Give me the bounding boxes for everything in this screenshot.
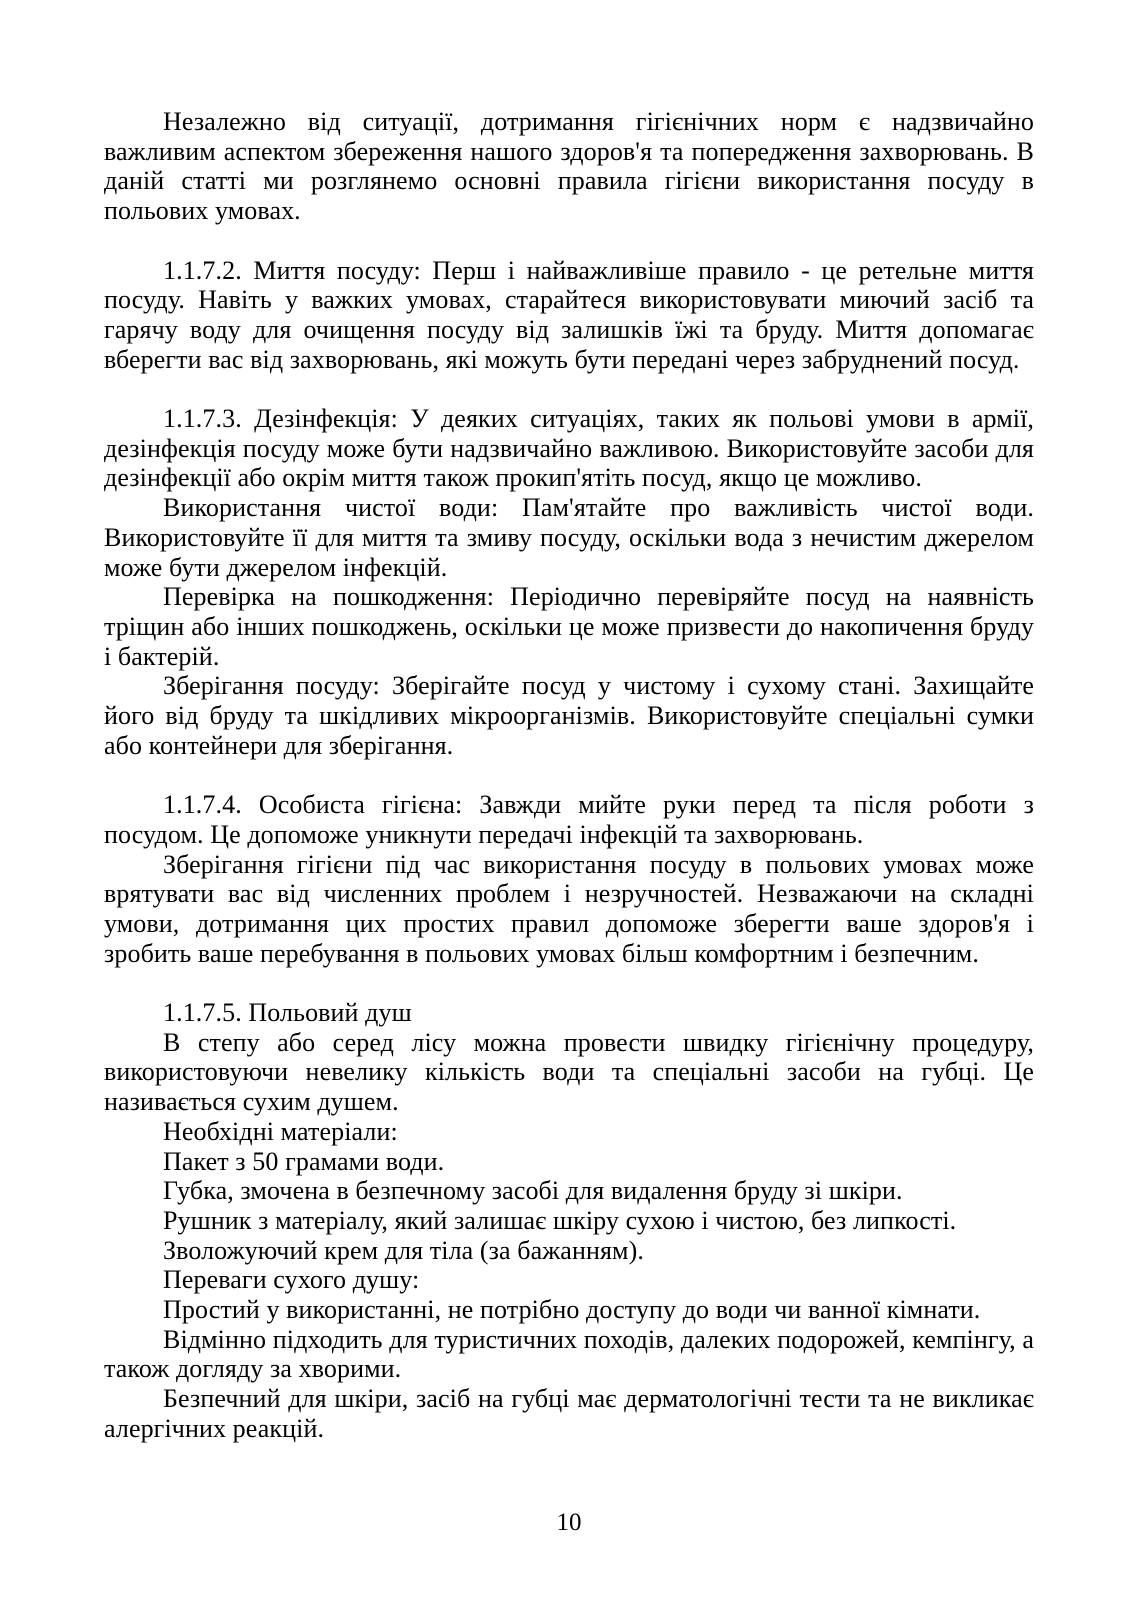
paragraph-clean-water: Використання чистої води: Пам'ятайте про важливість чистої води. Використовуйте її для миття та змиву посуду, оскільки вода з нечистим джерелом може бути джерелом інфекцій. <box>104 493 1034 582</box>
heading-section-1175-field-shower: 1.1.7.5. Польовий душ <box>163 998 412 1028</box>
line-materials-label: Необхідні матеріали: <box>163 1116 398 1146</box>
paragraph-hygiene-benefits: Зберігання гігієни під час використання посуду в польових умовах може врятувати вас від численних проблем і незручностей. Незважаючи на складні умови, дотримання цих простих правил допоможе зберегти ваше здоров'я і зробить ваше перебування в польових умовах більш комфортним і безпечним. <box>104 849 1034 968</box>
line-travel-use: Відмінно підходить для туристичних походів, далеких подорожей, кемпінгу, а також догляду за хворими. <box>104 1324 1034 1384</box>
paragraph-section-1172-dish-washing: 1.1.7.2. Миття посуду: Перш і найважливіше правило - це ретельне миття посуду. Навіть у важких умовах, старайтеся використовувати миючий засіб та гарячу воду для очищення посуду від залишків їжі та бруду. Миття допомагає вберегти вас від захворювань, які можуть бути передані через забруднений посуд. <box>104 255 1034 374</box>
paragraph-section-1173-disinfection: 1.1.7.3. Дезінфекція: У деяких ситуаціях, таких як польові умови в армії, дезінфекція посуду може бути надзвичайно важливою. Використовуйте засоби для дезінфекції або окрім миття також прокип'ятіть посуд, якщо це можливо. <box>104 404 1034 493</box>
line-advantages-label: Переваги сухого душу: <box>163 1265 420 1295</box>
line-sponge: Губка, змочена в безпечному засобі для видалення бруду зі шкіри. <box>163 1176 903 1206</box>
paragraph-dry-shower-intro: В степу або серед лісу можна провести швидку гігієнічну процедуру, використовуючи невелику кількість води та спеціальні засоби на губці. Це називається сухим душем. <box>104 1027 1034 1117</box>
page-number: 10 <box>556 1509 582 1536</box>
paragraph-damage-check: Перевірка на пошкодження: Періодично перевіряйте посуд на наявність тріщин або інших пошкоджень, оскільки це може призвести до накопичення бруду і бактерій. <box>104 582 1034 671</box>
text-content <box>104 107 1034 1444</box>
paragraph-dish-storage: Зберігання посуду: Зберігайте посуд у чистому і сухому стані. Захищайте його від бруду та шкідливих мікроорганізмів. Використовуйте спеціальні сумки або контейнери для зберігання. <box>104 671 1034 760</box>
line-easy-to-use: Простий у використанні, не потрібно доступу до води чи ванної кімнати. <box>163 1295 981 1325</box>
line-towel: Рушник з матеріалу, який залишає шкіру сухою і чистою, без липкості. <box>163 1205 957 1235</box>
line-moisturizing-cream: Зволожуючий крем для тіла (за бажанням). <box>163 1235 644 1265</box>
line-water-packet: Пакет з 50 грамами води. <box>163 1146 445 1176</box>
paragraph-section-1174-personal-hygiene: 1.1.7.4. Особиста гігієна: Завжди мийте руки перед та після роботи з посудом. Це допоможе уникнути передачі інфекцій та захворювань. <box>104 790 1034 849</box>
line-skin-safe: Безпечний для шкіри, засіб на губці має дерматологічні тести та не викликає алергічних реакцій. <box>104 1384 1034 1443</box>
paragraph-intro: Незалежно від ситуації, дотримання гігієнічних норм є надзвичайно важливим аспектом збереження нашого здоров'я та попередження захворювань. В даній статті ми розглянемо основні правила гігієни використання посуду в польових умовах. <box>104 107 1034 226</box>
